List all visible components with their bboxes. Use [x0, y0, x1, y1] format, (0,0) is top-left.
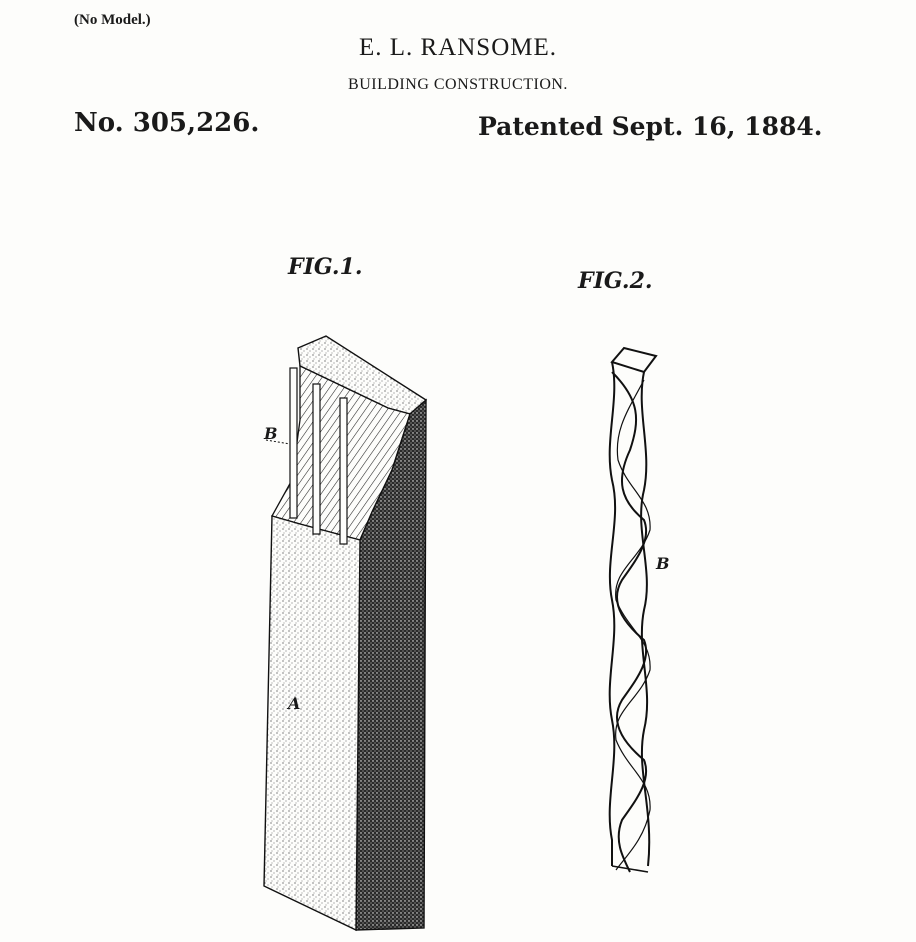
- no-model-note: (No Model.): [74, 12, 151, 28]
- fig2-label: FIG.2.: [578, 268, 653, 294]
- fig2-bar-top: [612, 348, 656, 372]
- reference-letter-b-fig2: B: [656, 554, 670, 573]
- fig2-twisted-bar-drawing: [610, 348, 656, 872]
- fig1-front-face: [264, 516, 360, 930]
- patent-title: BUILDING CONSTRUCTION.: [348, 76, 568, 93]
- reference-letter-b-fig1: B: [264, 424, 278, 443]
- patented-date: Patented Sept. 16, 1884.: [478, 112, 823, 141]
- reference-letter-a: A: [288, 694, 301, 713]
- inventor-name: E. L. RANSOME.: [358, 34, 558, 61]
- patent-number: No. 305,226.: [74, 108, 260, 138]
- fig2-bar-left-edge: [610, 362, 615, 866]
- fig1-block-drawing: [264, 336, 426, 930]
- fig1-label: FIG.1.: [288, 254, 363, 280]
